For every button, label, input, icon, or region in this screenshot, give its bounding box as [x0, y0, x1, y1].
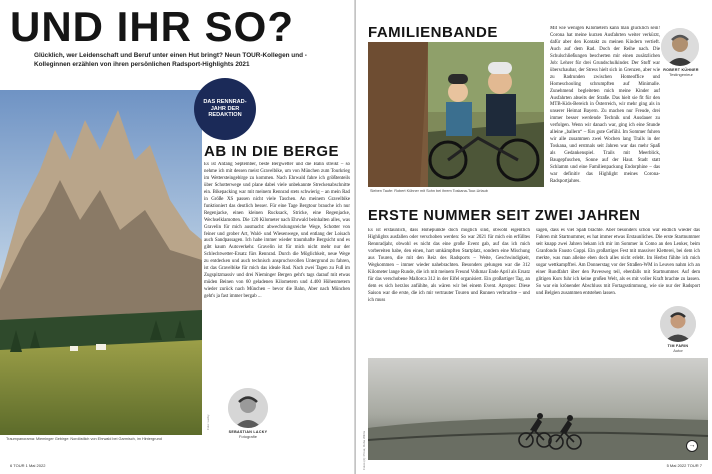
section-title-erste: ERSTE NUMMER SEIT ZWEI JAHREN [368, 208, 641, 224]
author-label [226, 430, 270, 439]
cycling-photo [368, 358, 708, 460]
article-body-erste-col2: sagen, dass es viel Spaß brachte. Aber besonders schön war endlich wieder das Fahren mit Startnummer, es hat immer etwas Erstaunliches. Die erste Startnummer seit knapp zwei Jahren bekam ich mir im Sommer in Como an den Lenker, beim Granfondo Fausto Coppi. Ein großartiges Fest mit massiver Kletterei, bei dem ich merkte, was man alleine eben doch alles nicht erlebt. Im Herbst fühlte ich mich sogar wettkampffrei. Am Donnerstag vor der Straßen-WM in Leuven nahm ich an einer Rundfahrt über den Pavesweg teil, ebenfalls mit Startnummer. Auf dem glitigen Kurs fuhr ich keine großen Welt, als es mit voller Kraft brachte zu lassen. So war ein krönender Abschluss mit Fortagsstimmung, wie sie nur der Radsport und Belgien zusammen entstehen lassen. [536, 228, 700, 296]
section-title-berge: AB IN DIE BERGE [204, 143, 340, 160]
author-name: TIM FARIN [667, 344, 689, 348]
page-headline: UND IHR SO? [10, 3, 294, 50]
portrait-icon [660, 306, 696, 342]
intro-text: Glücklich, wer Leidenschaft und Beruf unter einen Hut bringt? Neun TOUR-Kollegen und -Kolleginnen erzählen von ihren persönlichen Radsport-Highlights 2021 [34, 52, 307, 68]
author-name: SEBASTIAN LACKY [228, 430, 268, 434]
next-page-arrow-icon[interactable]: → [686, 440, 698, 452]
cycling-illustration [368, 358, 708, 460]
author-label-robert [658, 68, 704, 77]
family-photo [368, 42, 544, 187]
article-body-erste-col1: Es ist erstaunlich, dass Höhepunkte doch möglich sind, obwohl eigentlich Highlights ausfallen oder verschoben werden: So war 2021 für mich ein erfülltes Rennradjahr, obwohl es nicht das eine große Event gab, auf das ich mich vorbereiten habe, den einen, hart umkämpften Startplatz, sondern eine Mischung aus Touren, die mit den Reiz des Radsports – Weite, Geschwindigkeit, Wegkommen – immer wieder nahebrachten. Besonders gelungen war die 312 Kilometer lange Runde, die ich mit meinem Freund Volkmar Ende April als Ersatz für das verschobene Mallorca 312 in der Eifel organisiert. Ein großartiger Tag, an dem es sich herzlos anfühlte, als wären wir bei einem Event. Apropos: Diese Saison war die erste, die ich mir vertrauter Touren und Runnen verbrachte – und ich muss [368, 228, 530, 303]
mountain-photo-caption: Traumpanorama: Mieminger Gebirge: Nordöstlich von Ehrwald bei Garmisch, im Hintergrund [6, 437, 162, 441]
photo-credit: Foto: Lacky [206, 414, 210, 430]
portrait-icon [661, 28, 699, 66]
author-avatar [228, 388, 268, 428]
author-role: Autor [673, 348, 683, 353]
author-avatar-tim [660, 306, 696, 342]
family-illustration [368, 42, 544, 187]
author-label-tim [656, 344, 700, 353]
section-badge: DAS RENNRAD-JAHR DER REDAKTION [194, 78, 256, 140]
section-title-familien: FAMILIENBANDE [368, 24, 498, 41]
article-body-familien: Mit wie wenigen Kilometern kann man glücklich sein! Corona hat meine kurzen Ausfahrten weiter verkürzt, dafür aber den Kontakt zu meinen Kindern vertieft. Auch auf dem Rad. Doch der Reihe nach. Die Schulschließungen bescherten mir einen zusätzlichen Job: Lehrer für drei Grundschulkinder. Der Stoff war überschaubar, der Stress hielt sich in Grenzen, aber wie zu Radrunden zwischen Homeoffice und Homeschooling schrumpften auf Minimalle. Zunehmend begleiteten mich meine Kinder auf Ausfahrten abseits der Straße. Das hielt sie fit für den MTB-Kids-Bereich in Österreich, wir mehr ging als in unserer Heimat Bayern. Zu machen nur Freude, drei immer besser werdende Technik und Ausdauer zu verfolgen. Wenn wir danach war, ging ich eine Stunde alleine „ballern“ – fürs gute Gefühl. Im Sommer fuhren wir alle zusammen zwei Wochen lang Trails in der Toskana, und erstmals seit Jahren war das mehr Spaß als Gedankenspiel. Trails mit Meerblick, Baugepfuschen, Sonne auf der Haut. Stadt statt Schlamm und eine Familienpackung Endorphine – das war definitiv das Highlight meines Corona-Radsportjahres. [550, 26, 660, 184]
page-footer-right: 5 Mai 2022 TOUR 7 [666, 463, 702, 468]
photo-credit-right: Fotos (2): Privat, Roba Wilms [362, 430, 366, 470]
cycling-photo-caption: Das Traum: Tim Farin mit Kumpel Volkmar bei ihrer 312-Kilometer-langen Tour durch die Eifel [370, 462, 519, 466]
right-page [356, 0, 712, 474]
mountain-photo [0, 90, 202, 435]
page-footer: 6 TOUR 1 Mai 2022 [10, 463, 46, 468]
article-body-berge: Es ist Anfang September, beste Bergwetter und die Bahn streikt – so nehme ich mit dessen meist Gravelbike, um von München zum Tourkrieg im Wettersteingebirge zu kommen. Nach Ehrwald fahre ich größtenteils über Schotterwege und plane dabei viele unbekannte Streckenabschnitte ein. Bikepacking war mit meinem Rennrad stets schwierig – an mein Rad in Größe XS passen nicht viele Taschen. An meinem Gravelbike funktioniert das deutlich besser. Für eine Tage Bergtour brauche ich nur Regenjacke, einen kleinen Rucksack, Stricke, eine Regenjacke, Wechselklamotten. Die 120 Kilometer nach Ehrwald beinhalten alles, was Gravelin für mich ausmacht: abwechslungsreiche Wege, Schotter von feiner und grober Art, Wald- und Wiesenwege, und entlang der Loisach auch Sandpassagen. Ich habe immer wieder traumhafte Bergsicht und es gibt kaum Autoverkehr. Gravelin ist für mich nicht mehr nur der Schlechtwetter-Ersatz fürs Rennrad. Durch die Möglichkeit, neue Wege zu entdecken und auch technisch anspruchsvollen Untergrund zu fahren, ist das Gravelbike für mich das ideale Rad. Nach zwei Tagen zu Fuß im Zugspitzmassiv und drei Nieminger Bergen geht's tags darauf mit etwas müden Beinen von 60 geladenen Kilometern und 4.400 Höhenmetern wieder zurück nach München – bevor die Bahn, Aber nach München geht's ja fast immer bergab ... [204, 162, 350, 300]
author-name: ROBERT KÜHNER [663, 68, 699, 72]
portrait-icon [228, 388, 268, 428]
mountain-illustration [0, 90, 202, 435]
family-photo-caption: Sieben Taufe: Robert Kühner mit Sohn bei ihrem Toskana-Tour-Urlaub [370, 189, 488, 193]
author-avatar-robert [661, 28, 699, 66]
author-role: Testingenieur [669, 72, 693, 77]
author-role: Fotografie [238, 434, 257, 439]
